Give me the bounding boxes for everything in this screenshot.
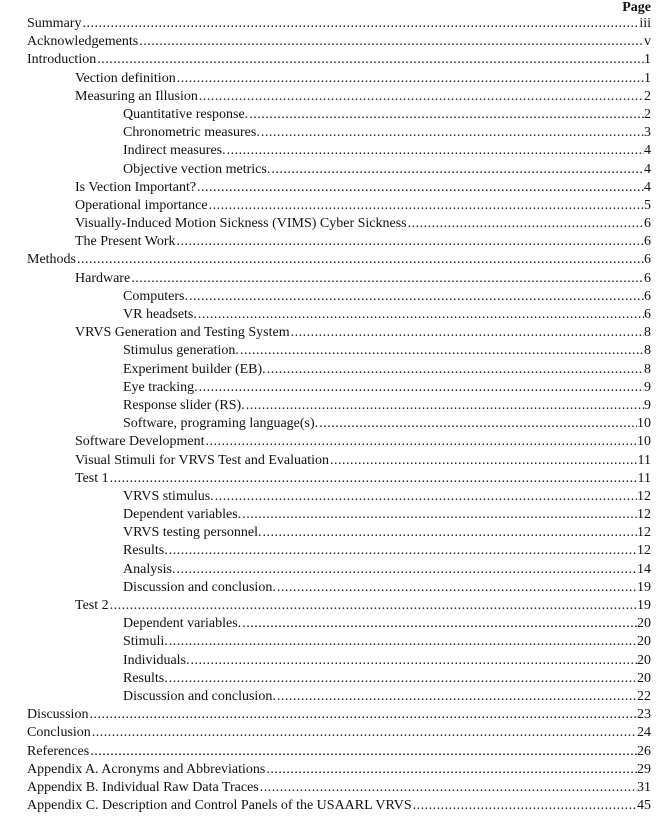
toc-entry-title: Eye tracking.: [123, 379, 198, 395]
dot-leader: [241, 615, 637, 633]
toc-entry-title: VR headsets.: [123, 307, 197, 322]
toc-entry-page: 12: [637, 507, 651, 523]
toc-entry-page: 8: [644, 361, 651, 377]
toc-entry-page: 9: [644, 379, 651, 395]
toc-entry-title: Appendix B. Individual Raw Data Traces: [27, 779, 259, 795]
toc-entry-title: Acknowledgements: [27, 34, 139, 50]
dot-leader: [188, 288, 644, 306]
toc-entry[interactable]: [27, 33, 651, 51]
toc-entry[interactable]: [27, 688, 651, 706]
dot-leader: [168, 670, 637, 688]
toc-entry-title: Discussion and conclusion.: [123, 688, 276, 704]
dot-leader: [175, 233, 644, 251]
dot-leader: [198, 88, 644, 106]
toc-entry-page: 2: [644, 88, 651, 104]
dot-leader: [276, 688, 637, 706]
dot-leader: [198, 379, 644, 397]
dot-leader: [197, 306, 644, 324]
toc-entry-page: 29: [637, 761, 651, 777]
toc-entry-page: 20: [637, 634, 651, 650]
toc-entry-title: VRVS Generation and Testing System: [75, 325, 290, 341]
toc-entry[interactable]: [27, 452, 651, 470]
dot-leader: [88, 706, 637, 724]
toc-entry-title: Stimuli.: [123, 634, 168, 650]
dot-leader: [190, 652, 638, 670]
toc-entry-title: Hardware: [75, 270, 131, 286]
dot-leader: [290, 324, 644, 342]
toc-entry-page: 20: [637, 616, 651, 632]
dot-leader: [76, 251, 644, 269]
dot-leader: [208, 197, 644, 215]
toc-entry[interactable]: [27, 761, 651, 779]
toc-entry[interactable]: [27, 706, 651, 724]
dot-leader: [89, 743, 637, 761]
toc-entry[interactable]: [27, 124, 651, 142]
toc-entry-title: Results.: [123, 543, 168, 559]
toc-entry-page: 20: [637, 670, 651, 686]
toc-entry-title: VRVS stimulus.: [123, 488, 214, 504]
toc-entry[interactable]: [27, 215, 651, 233]
toc-entry[interactable]: [27, 270, 651, 288]
toc-entry-title: Test 2: [75, 598, 109, 613]
toc-entry-page: iii: [639, 16, 651, 31]
dot-leader: [239, 342, 644, 360]
toc-entry-title: Computers.: [123, 288, 188, 304]
toc-entry-page: 11: [637, 470, 651, 486]
dot-leader: [318, 415, 637, 433]
dot-leader: [81, 15, 639, 33]
toc-entry-page: 23: [637, 707, 651, 723]
toc-entry-page: 10: [637, 434, 651, 450]
toc-entry[interactable]: [27, 251, 651, 269]
toc-entry[interactable]: [27, 633, 651, 651]
toc-entry-title: Dependent variables.: [123, 616, 242, 632]
toc-entry-page: 12: [637, 543, 651, 559]
toc-entry-page: 12: [637, 525, 651, 541]
dot-leader: [276, 579, 637, 597]
toc-entry[interactable]: [27, 415, 651, 433]
dot-leader: [109, 470, 638, 488]
dot-leader: [138, 33, 644, 51]
toc-entry-title: Software, programing language(s).: [123, 416, 319, 432]
toc-entry-title: Measuring an Illusion: [75, 88, 198, 104]
toc-entry-page: 31: [637, 779, 651, 795]
toc-entry-page: 5: [644, 197, 651, 213]
dot-leader: [176, 70, 644, 88]
toc-entry[interactable]: [27, 797, 651, 815]
toc-entry-title: Visually-Induced Motion Sickness (VIMS) Cyber Sickness: [75, 216, 407, 232]
toc-entry-title: Dependent variables.: [123, 507, 242, 523]
dot-leader: [260, 124, 644, 142]
toc-entry[interactable]: [27, 306, 651, 324]
toc-entry[interactable]: [27, 615, 651, 633]
dot-leader: [214, 488, 637, 506]
toc-entry-title: References: [27, 743, 90, 759]
dot-leader: [168, 633, 637, 651]
dot-leader: [204, 433, 637, 451]
toc-entry[interactable]: [27, 652, 651, 670]
dot-leader: [266, 361, 644, 379]
toc-entry-title: Conclusion: [27, 725, 91, 741]
toc-entry-page: 6: [644, 307, 651, 322]
toc-entry-title: Stimulus generation.: [123, 343, 239, 359]
toc-entry-title: Discussion and conclusion.: [123, 579, 276, 595]
toc-entry-page: 45: [637, 798, 651, 814]
toc-entry[interactable]: [27, 51, 651, 69]
toc-entry[interactable]: [27, 470, 651, 488]
toc-entry-title: Vection definition: [75, 70, 176, 86]
dot-leader: [96, 51, 644, 69]
toc-entry-page: 20: [637, 652, 651, 668]
toc-entry-page: 19: [637, 598, 651, 613]
toc-entry-page: v: [644, 34, 651, 50]
toc-entry-page: 24: [637, 725, 651, 741]
toc-entry-page: 1: [644, 52, 651, 68]
toc-entry[interactable]: [27, 579, 651, 597]
toc-entry-page: 1: [644, 70, 651, 86]
toc-entry[interactable]: [27, 379, 651, 397]
toc-entry-title: Analysis.: [123, 561, 176, 577]
toc-entry-page: 3: [644, 125, 651, 141]
toc-entry-title: Individuals.: [123, 652, 190, 668]
toc-entry-page: 22: [637, 688, 651, 704]
toc-entry-title: Methods: [27, 252, 76, 268]
dot-leader: [259, 779, 637, 797]
dot-leader: [407, 215, 644, 233]
toc-entry-page: 9: [644, 397, 651, 413]
dot-leader: [91, 724, 637, 742]
toc-entry-title: The Present Work: [75, 234, 176, 250]
toc-entry[interactable]: [27, 724, 651, 742]
toc-entry[interactable]: [27, 179, 651, 197]
toc-entry-title: Appendix A. Acronyms and Abbreviations: [27, 761, 266, 777]
toc-entry-page: 8: [644, 325, 651, 341]
toc-entry-page: 6: [644, 234, 651, 250]
toc-entry-page: 26: [637, 743, 651, 759]
toc-entry-page: 4: [644, 143, 651, 159]
toc-entry-page: 14: [637, 561, 651, 577]
toc-entry-page: 4: [644, 161, 651, 177]
dot-leader: [130, 270, 644, 288]
toc-entry-title: Experiment builder (EB).: [123, 361, 266, 377]
dot-leader: [168, 542, 637, 560]
toc-entry[interactable]: [27, 561, 651, 579]
toc-entry-page: 2: [644, 106, 651, 122]
toc-entry-page: 10: [637, 416, 651, 432]
toc-entry-page: 19: [637, 579, 651, 595]
dot-leader: [196, 179, 644, 197]
toc-entry-page: 6: [644, 288, 651, 304]
toc-entry[interactable]: [27, 488, 651, 506]
toc-entry[interactable]: [27, 397, 651, 415]
dot-leader: [329, 452, 638, 470]
toc-entry[interactable]: [27, 524, 651, 542]
toc-entry[interactable]: [27, 106, 651, 124]
toc-entry-title: Visual Stimuli for VRVS Test and Evaluation: [75, 452, 329, 468]
table-of-contents: [27, 15, 651, 815]
dot-leader: [245, 397, 644, 415]
toc-entry-title: Test 1: [75, 470, 109, 486]
toc-entry-title: Appendix C. Description and Control Panels of the USAARL VRVS: [27, 798, 412, 814]
toc-entry-title: Results.: [123, 670, 168, 686]
toc-entry-page: 4: [644, 179, 651, 195]
toc-entry[interactable]: [27, 342, 651, 360]
toc-entry-title: VRVS testing personnel.: [123, 525, 262, 541]
toc-entry[interactable]: [27, 324, 651, 342]
toc-entry-page: 8: [644, 343, 651, 359]
dot-leader: [265, 761, 637, 779]
dot-leader: [270, 161, 644, 179]
dot-leader: [109, 597, 637, 615]
toc-entry-title: Introduction: [27, 52, 97, 68]
toc-entry[interactable]: [27, 15, 651, 33]
toc-entry-title: Software Development: [75, 434, 205, 450]
toc-entry[interactable]: [27, 779, 651, 797]
toc-entry[interactable]: [27, 288, 651, 306]
toc-entry[interactable]: [27, 670, 651, 688]
toc-entry-title: Discussion: [27, 707, 89, 723]
toc-entry-title: Is Vection Important?: [75, 179, 197, 195]
toc-entry[interactable]: [27, 233, 651, 251]
toc-entry[interactable]: [27, 161, 651, 179]
toc-entry[interactable]: [27, 361, 651, 379]
toc-entry[interactable]: [27, 597, 651, 615]
dot-leader: [226, 142, 644, 160]
page-column-header: Page: [622, 0, 651, 15]
toc-entry-title: Summary: [27, 16, 82, 31]
toc-entry-title: Objective vection metrics.: [123, 161, 271, 177]
toc-entry[interactable]: [27, 433, 651, 451]
toc-entry-page: 6: [644, 270, 651, 286]
toc-entry-title: Operational importance: [75, 197, 208, 213]
toc-entry[interactable]: [27, 88, 651, 106]
toc-entry[interactable]: [27, 70, 651, 88]
dot-leader: [261, 524, 637, 542]
toc-entry-page: 12: [637, 488, 651, 504]
dot-leader: [412, 797, 637, 815]
toc-entry[interactable]: [27, 506, 651, 524]
toc-entry[interactable]: [27, 197, 651, 215]
toc-entry-page: 11: [637, 452, 651, 468]
toc-entry-title: Chronometric measures.: [123, 125, 260, 141]
toc-entry-page: 6: [644, 216, 651, 232]
dot-leader: [241, 506, 637, 524]
dot-leader: [248, 106, 644, 124]
toc-entry[interactable]: [27, 743, 651, 761]
toc-entry[interactable]: [27, 142, 651, 160]
toc-entry-title: Response slider (RS).: [123, 397, 245, 413]
toc-entry-title: Quantitative response.: [123, 106, 249, 122]
toc-entry-page: 6: [644, 252, 651, 268]
toc-entry[interactable]: [27, 542, 651, 560]
dot-leader: [176, 561, 638, 579]
toc-entry-title: Indirect measures.: [123, 143, 226, 159]
